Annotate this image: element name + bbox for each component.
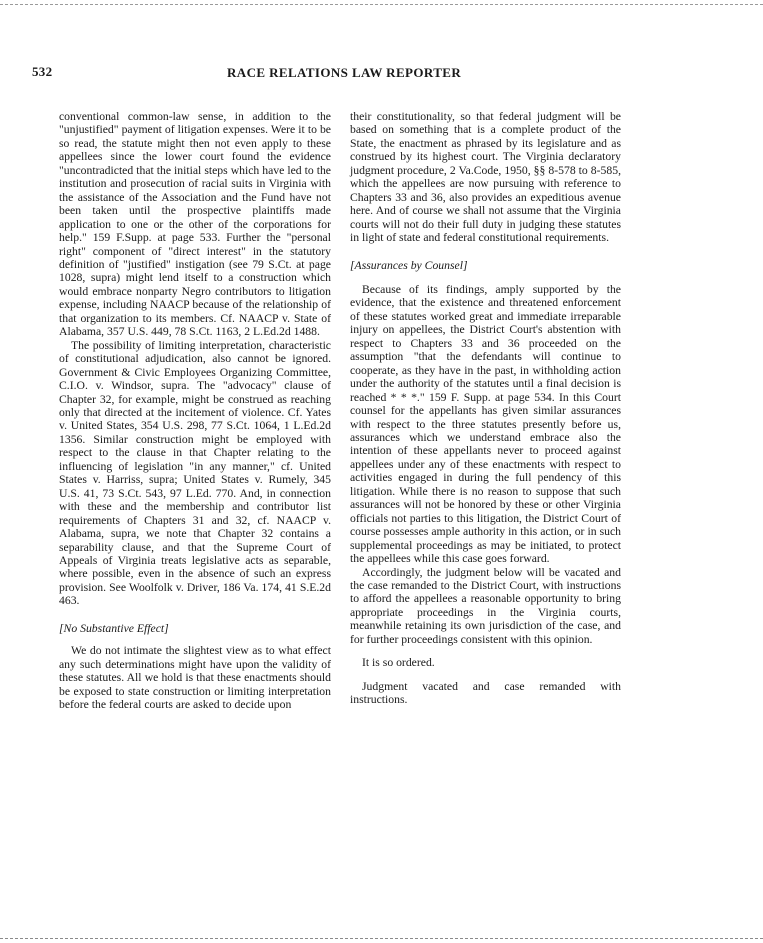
- page-number: 532: [32, 64, 53, 79]
- left-paragraph-1: conventional common-law sense, in addition to the "unjustified" payment of litigation expenses. Were it to be so read, the statute might then not even apply to these appellees since the lower court found the evidence "uncontradicted that the initial steps which have led to the institution and prosecution of racial suits in Virginia with the assistance of the Association and the Fund have not been taken until the prospective plaintiffs made application to one or the other of the corporations for help." 159 F.Supp. at page 533. Further the "personal right" component of "direct interest" in the statutory definition of "justified" instigation (see 79 S.Ct. at page 1028, supra) might lend itself to a construction which would embrace nonparty Negro contributors to litigation expense, including NAACP because of the relationship of that organization to its members. Cf. NAACP v. State of Alabama, 357 U.S. 449, 78 S.Ct. 1163, 2 L.Ed.2d 1488.: [59, 110, 331, 339]
- right-paragraph-3: Accordingly, the judgment below will be vacated and the case remanded to the District Court, with instructions to afford the appellees a reasonable opportunity to bring appropriate proceedings in the Virginia courts, meanwhile retaining its own jurisdiction of the case, and for further proceedings consistent with this opinion.: [350, 565, 621, 646]
- left-column: [59, 110, 331, 711]
- right-paragraph-order: It is so ordered.: [362, 656, 435, 670]
- section-heading-assurances-by-counsel: [Assurances by Counsel]: [350, 258, 468, 272]
- right-column: [350, 110, 621, 707]
- left-paragraph-3: We do not intimate the slightest view as to what effect any such determinations might have upon the validity of these statutes. All we hold is that these enactments should be exposed to state construction or limiting interpretation before the federal courts are asked to decide upon: [59, 644, 331, 712]
- scan-edge-top: [0, 4, 763, 5]
- right-paragraph-judgment: Judgment vacated and case remanded with instructions.: [350, 679, 621, 707]
- scan-edge-bottom: [0, 938, 763, 939]
- right-paragraph-2: Because of its findings, amply supported by the evidence, that the existence and threatened enforcement of these statutes worked great and immediate irreparable injury on appellees, the District Court's abstention with respect to Chapters 33 and 36 proceeded on the assumption "that the defendants will continue to cooperate, as they have in the past, in withholding action under the authority of the statutes until a final decision is reached * * *." 159 F. Supp. at page 534. In this Court counsel for the appellants has given similar assurances with respect to the three statutes presently before us, assurances which we understand embrace also the intention of these appellants never to proceed against appellees under any of these enactments with respect to activities engaged in during the full pendency of this litigation. While there is no reason to suppose that such assurances will not be honored by these or other Virginia officials not parties to this litigation, the District Court of course possesses ample authority in this action, or in such supplemental proceedings as may be initiated, to protect the appellees while this case goes forward.: [350, 282, 621, 566]
- right-paragraph-1: their constitutionality, so that federal judgment will be based on something that is a complete product of the State, the enactment as phrased by its legislature and as construed by its highest court. The Virginia declaratory judgment procedure, 2 Va.Code, 1950, §§ 8-578 to 8-585, which the appellees are now pursuing with reference to Chapters 33 and 36, also provides an expeditious avenue here. And of course we shall not assume that the Virginia courts will not do their full duty in judging these statutes in light of state and federal constitutional requirements.: [350, 110, 621, 245]
- left-paragraph-2: The possibility of limiting interpretation, characteristic of constitutional adjudication, also cannot be ignored. Government & Civic Employees Organizing Committee, C.I.O. v. Windsor, supra. The "advocacy" clause of Chapter 32, for example, might be construed as reaching only that directed at the incitement of violence. Cf. Yates v. United States, 354 U.S. 298, 77 S.Ct. 1064, 1 L.Ed.2d 1356. Similar construction might be employed with respect to the clause in that Chapter relating to the influencing of legislation "in any manner," cf. United States v. Harriss, supra; United States v. Rumely, 345 U.S. 41, 73 S.Ct. 543, 97 L.Ed. 770. And, in connection with these and the membership and contributor list requirements of Chapters 31 and 32, cf. NAACP v. Alabama, supra, we note that Chapter 32 contains a separability clause, and that the Supreme Court of Appeals of Virginia treats legislative acts as separable, where possible, even in the absence of such an express provision. See Woolfolk v. Driver, 186 Va. 174, 41 S.E.2d 463.: [59, 338, 331, 608]
- running-head: RACE RELATIONS LAW REPORTER: [227, 65, 462, 80]
- section-heading-no-substantive-effect: [No Substantive Effect]: [59, 621, 169, 635]
